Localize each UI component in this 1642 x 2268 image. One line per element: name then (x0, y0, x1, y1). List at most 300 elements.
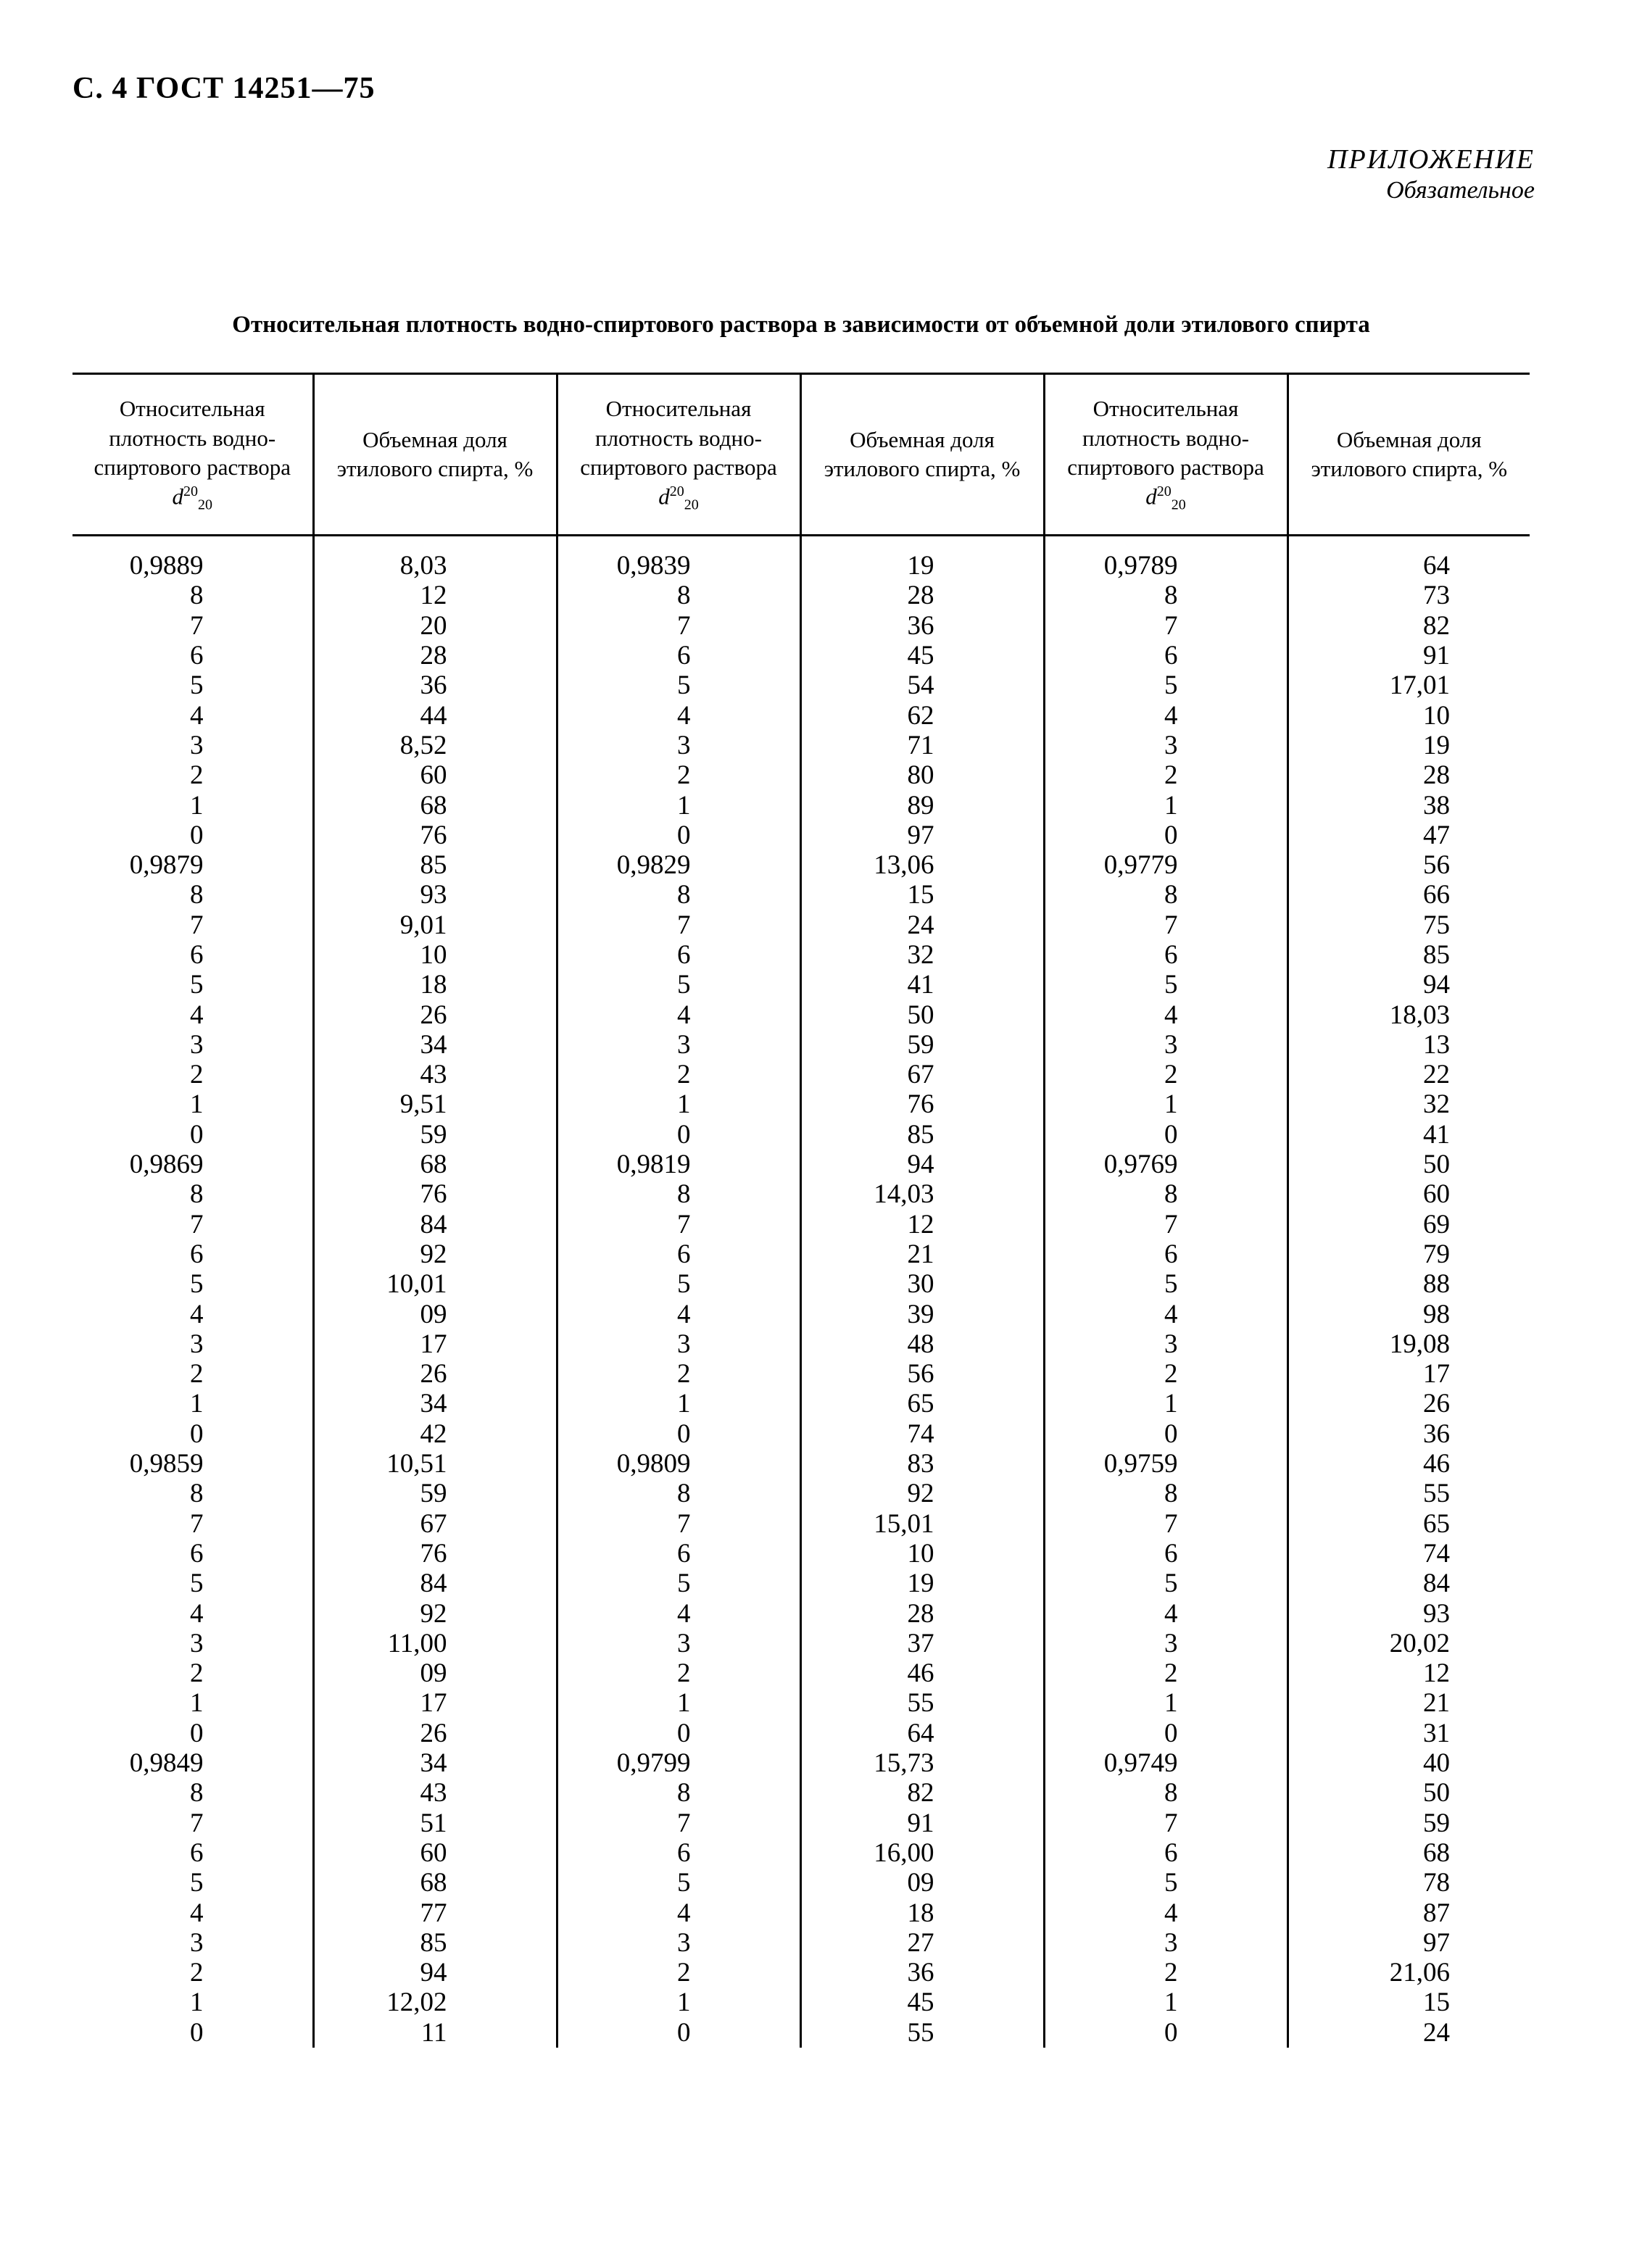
density-cell: 2 (557, 1060, 800, 1089)
density-cell: 7 (557, 1808, 800, 1837)
density-cell: 8 (190, 1179, 204, 1210)
volume-cell: 65 (1288, 1509, 1530, 1539)
volume-cell: 16,00 (800, 1838, 1044, 1868)
density-cell: 4 (190, 1898, 204, 1928)
density-cell: 8 (557, 1179, 800, 1209)
density-cell: 2 (557, 1658, 800, 1688)
density-cell: 3 (557, 731, 800, 760)
density-cell: 1 (190, 1089, 204, 1120)
density-cell: 6 (1044, 641, 1288, 670)
volume-cell: 62 (800, 700, 1044, 730)
volume-cell: 13 (1288, 1030, 1530, 1060)
density-cell: 4 (1044, 700, 1288, 730)
density-cell: 6 (190, 1837, 204, 1868)
volume-cell: 37 (800, 1629, 1044, 1658)
density-cell: 5 (1044, 1269, 1288, 1299)
volume-cell: 55 (1288, 1479, 1530, 1508)
volume-cell: 10,51 (313, 1449, 557, 1479)
volume-cell: 15 (800, 880, 1044, 910)
volume-cell: 21 (1288, 1688, 1530, 1718)
density-cell: 8 (1044, 1479, 1288, 1508)
volume-cell: 26 (313, 1719, 557, 1748)
volume-cell: 51 (313, 1808, 557, 1837)
volume-cell: 50 (1288, 1150, 1530, 1179)
table-row (72, 2018, 1530, 2048)
volume-cell: 9,51 (313, 1089, 557, 1119)
density-cell: 8 (1044, 880, 1288, 910)
table-row (72, 1658, 1530, 1688)
density-cell: 2 (190, 760, 204, 791)
density-cell: 0,9789 (1044, 536, 1288, 581)
table-row (72, 940, 1530, 970)
volume-cell: 19 (800, 536, 1044, 581)
volume-cell: 17 (313, 1329, 557, 1359)
volume-cell: 93 (313, 880, 557, 910)
volume-cell: 73 (1288, 581, 1530, 610)
volume-cell: 09 (313, 1658, 557, 1688)
density-cell: 0 (190, 1418, 204, 1449)
density-symbol-sub: 20 (684, 497, 699, 513)
volume-cell: 36 (800, 611, 1044, 641)
volume-cell: 83 (800, 1449, 1044, 1479)
volume-cell: 93 (1288, 1598, 1530, 1628)
volume-cell: 10 (1288, 700, 1530, 730)
volume-cell: 18,03 (1288, 1000, 1530, 1029)
density-cell: 2 (557, 760, 800, 790)
table-row (72, 1359, 1530, 1389)
volume-cell: 8,03 (313, 536, 557, 581)
density-cell: 8 (1044, 1179, 1288, 1209)
density-cell: 0 (557, 2018, 800, 2048)
volume-cell: 97 (800, 821, 1044, 850)
table-row (72, 700, 1530, 730)
density-cell: 0,9889 (129, 551, 204, 581)
density-cell: 7 (1044, 910, 1288, 940)
volume-cell: 28 (313, 641, 557, 670)
density-cell: 4 (557, 1000, 800, 1029)
density-cell: 0 (1044, 2018, 1288, 2048)
density-cell: 0,9779 (1044, 850, 1288, 880)
table-row (72, 1928, 1530, 1958)
table-row (72, 1808, 1530, 1837)
table-row (72, 1569, 1530, 1598)
volume-cell: 20 (313, 611, 557, 641)
density-cell: 5 (1044, 1868, 1288, 1898)
volume-cell: 59 (800, 1030, 1044, 1060)
volume-cell: 82 (1288, 611, 1530, 641)
density-column-header (72, 374, 313, 536)
volume-cell: 85 (1288, 940, 1530, 970)
density-cell: 6 (1044, 940, 1288, 970)
density-cell: 1 (557, 1089, 800, 1119)
volume-cell: 32 (1288, 1089, 1530, 1119)
density-cell: 0,9869 (129, 1150, 204, 1180)
density-cell: 0,9829 (557, 850, 800, 880)
density-cell: 1 (557, 1987, 800, 2017)
volume-cell: 76 (313, 821, 557, 850)
density-cell: 2 (1044, 1359, 1288, 1389)
density-cell: 0 (557, 1419, 800, 1449)
volume-cell: 15,01 (800, 1509, 1044, 1539)
density-cell: 4 (1044, 1598, 1288, 1628)
volume-cell: 30 (800, 1269, 1044, 1299)
volume-cell: 8,52 (313, 731, 557, 760)
volume-cell: 12 (313, 581, 557, 610)
density-cell: 4 (557, 1898, 800, 1927)
volume-cell: 13,06 (800, 850, 1044, 880)
density-cell: 7 (190, 1508, 204, 1539)
table-row (72, 1778, 1530, 1808)
density-cell: 0 (190, 1718, 204, 1748)
volume-cell: 12 (800, 1210, 1044, 1239)
volume-cell: 44 (313, 700, 557, 730)
density-cell: 6 (190, 1239, 204, 1269)
volume-cell: 59 (1288, 1808, 1530, 1837)
density-cell: 8 (190, 1479, 204, 1509)
density-cell: 0,9859 (129, 1449, 204, 1479)
volume-cell: 46 (1288, 1449, 1530, 1479)
volume-cell: 26 (313, 1000, 557, 1029)
density-cell: 4 (1044, 1299, 1288, 1329)
volume-cell: 69 (1288, 1210, 1530, 1239)
density-cell: 1 (557, 790, 800, 820)
density-symbol-sup: 20 (669, 483, 684, 500)
table-row (72, 1719, 1530, 1748)
density-cell: 2 (1044, 1658, 1288, 1688)
volume-cell: 76 (800, 1089, 1044, 1119)
table-row (72, 1389, 1530, 1418)
volume-cell: 39 (800, 1299, 1044, 1329)
density-cell: 5 (557, 1269, 800, 1299)
density-cell: 5 (1044, 970, 1288, 1000)
density-cell: 5 (557, 1569, 800, 1598)
volume-cell: 43 (313, 1060, 557, 1089)
volume-cell: 94 (1288, 970, 1530, 1000)
density-cell: 4 (557, 1598, 800, 1628)
density-cell: 3 (1044, 1629, 1288, 1658)
volume-cell: 56 (1288, 850, 1530, 880)
density-cell: 8 (1044, 1778, 1288, 1808)
volume-cell: 18 (800, 1898, 1044, 1927)
volume-cell: 27 (800, 1928, 1044, 1958)
density-cell: 7 (557, 611, 800, 641)
volume-cell: 19 (1288, 731, 1530, 760)
volume-cell: 28 (1288, 760, 1530, 790)
volume-cell: 82 (800, 1778, 1044, 1808)
density-table (72, 373, 1530, 2048)
density-cell: 2 (190, 1359, 204, 1390)
volume-cell: 43 (313, 1778, 557, 1808)
table-row (72, 581, 1530, 610)
density-cell: 1 (190, 790, 204, 821)
density-cell: 7 (557, 1210, 800, 1239)
volume-cell: 78 (1288, 1868, 1530, 1898)
density-cell: 1 (1044, 1987, 1288, 2017)
density-cell: 8 (190, 1778, 204, 1808)
density-cell: 0,9819 (557, 1150, 800, 1179)
volume-cell: 55 (800, 1688, 1044, 1718)
table-row (72, 760, 1530, 790)
volume-cell: 68 (313, 1150, 557, 1179)
volume-cell: 45 (800, 1987, 1044, 2017)
density-cell: 1 (190, 1987, 204, 2018)
density-cell: 1 (1044, 1089, 1288, 1119)
density-column-header (1044, 374, 1288, 536)
density-cell: 0,9809 (557, 1449, 800, 1479)
table-row (72, 821, 1530, 850)
density-cell: 2 (557, 1359, 800, 1389)
density-cell: 2 (190, 1958, 204, 1988)
density-cell: 5 (190, 970, 204, 1000)
table-row (72, 1120, 1530, 1150)
density-cell: 0 (190, 820, 204, 850)
volume-cell: 12 (1288, 1658, 1530, 1688)
density-cell: 3 (190, 1927, 204, 1958)
volume-cell: 42 (313, 1419, 557, 1449)
volume-cell: 97 (1288, 1928, 1530, 1958)
volume-cell: 15,73 (800, 1748, 1044, 1778)
density-header-text: Относительная плотность водно-спиртового раствора (580, 396, 777, 480)
density-cell: 3 (190, 1329, 204, 1359)
density-cell: 7 (557, 1509, 800, 1539)
density-cell: 6 (1044, 1239, 1288, 1269)
density-column-header (557, 374, 800, 536)
table-row (72, 1479, 1530, 1508)
density-cell: 4 (557, 700, 800, 730)
volume-cell: 89 (800, 790, 1044, 820)
density-cell: 1 (557, 1389, 800, 1418)
table-row (72, 1299, 1530, 1329)
table-row (72, 1179, 1530, 1209)
volume-cell: 47 (1288, 821, 1530, 850)
density-cell: 0 (190, 1119, 204, 1150)
density-cell: 2 (1044, 1958, 1288, 1987)
volume-cell: 11 (313, 2018, 557, 2048)
volume-cell: 65 (800, 1389, 1044, 1418)
volume-cell: 84 (1288, 1569, 1530, 1598)
density-cell: 7 (1044, 1509, 1288, 1539)
density-cell: 0 (557, 1719, 800, 1748)
volume-cell: 10 (800, 1539, 1044, 1569)
density-cell: 3 (557, 1030, 800, 1060)
volume-cell: 46 (800, 1658, 1044, 1688)
volume-cell: 34 (313, 1389, 557, 1418)
density-cell: 3 (557, 1928, 800, 1958)
volume-cell: 60 (313, 760, 557, 790)
density-cell: 0 (190, 2017, 204, 2048)
table-row (72, 1748, 1530, 1778)
volume-cell: 21 (800, 1239, 1044, 1269)
volume-cell: 09 (313, 1299, 557, 1329)
density-cell: 7 (190, 1808, 204, 1838)
density-symbol: d (658, 483, 670, 510)
volume-cell: 41 (1288, 1120, 1530, 1150)
volume-cell: 64 (800, 1719, 1044, 1748)
volume-cell: 28 (800, 1598, 1044, 1628)
table-row (72, 1509, 1530, 1539)
page-header: С. 4 ГОСТ 14251—75 (72, 72, 376, 105)
volume-cell: 67 (800, 1060, 1044, 1089)
table-row (72, 1898, 1530, 1927)
table-row (72, 1868, 1530, 1898)
density-cell: 2 (190, 1658, 204, 1689)
table-row (72, 1598, 1530, 1628)
density-cell: 7 (557, 910, 800, 940)
density-cell: 6 (1044, 1838, 1288, 1868)
volume-cell: 24 (1288, 2018, 1530, 2048)
density-cell: 1 (1044, 790, 1288, 820)
volume-cell: 41 (800, 970, 1044, 1000)
density-cell: 8 (190, 581, 204, 611)
table-row (72, 1269, 1530, 1299)
volume-cell: 17 (313, 1688, 557, 1718)
table-row (72, 1419, 1530, 1449)
density-cell: 0 (1044, 1419, 1288, 1449)
table-row (72, 670, 1530, 700)
table-row (72, 790, 1530, 820)
volume-cell: 59 (313, 1120, 557, 1150)
table-header-row (72, 374, 1530, 536)
volume-cell: 34 (313, 1030, 557, 1060)
density-cell: 8 (557, 1778, 800, 1808)
density-cell: 4 (557, 1299, 800, 1329)
volume-cell: 48 (800, 1329, 1044, 1359)
volume-cell: 17 (1288, 1359, 1530, 1389)
volume-cell: 24 (800, 910, 1044, 940)
volume-cell: 67 (313, 1509, 557, 1539)
density-cell: 4 (1044, 1000, 1288, 1029)
density-cell: 1 (1044, 1389, 1288, 1418)
volume-cell: 77 (313, 1898, 557, 1927)
volume-cell: 9,01 (313, 910, 557, 940)
density-cell: 8 (557, 1479, 800, 1508)
volume-cell: 26 (313, 1359, 557, 1389)
density-cell: 0,9759 (1044, 1449, 1288, 1479)
volume-cell: 92 (313, 1239, 557, 1269)
density-cell: 4 (190, 700, 204, 731)
density-cell: 7 (190, 1209, 204, 1239)
volume-cell: 94 (313, 1958, 557, 1987)
volume-cell: 31 (1288, 1719, 1530, 1748)
density-cell: 7 (1044, 611, 1288, 641)
volume-cell: 32 (800, 940, 1044, 970)
table-row (72, 1329, 1530, 1359)
density-cell: 5 (557, 970, 800, 1000)
density-cell: 3 (557, 1629, 800, 1658)
density-cell: 5 (1044, 670, 1288, 700)
table-row (72, 910, 1530, 940)
table-row (72, 1987, 1530, 2017)
volume-cell: 74 (800, 1419, 1044, 1449)
density-cell: 5 (190, 1569, 204, 1599)
volume-cell: 94 (800, 1150, 1044, 1179)
density-cell: 8 (1044, 581, 1288, 610)
volume-cell: 19,08 (1288, 1329, 1530, 1359)
volume-cell: 87 (1288, 1898, 1530, 1927)
density-cell: 1 (190, 1389, 204, 1419)
volume-column-header: Объемная доля этилового спирта, % (313, 374, 557, 536)
volume-cell: 14,03 (800, 1179, 1044, 1209)
density-cell: 4 (190, 1299, 204, 1329)
density-cell: 0 (557, 1120, 800, 1150)
density-cell: 7 (1044, 1210, 1288, 1239)
density-cell: 7 (190, 910, 204, 940)
table-row (72, 850, 1530, 880)
density-cell: 0,9769 (1044, 1150, 1288, 1179)
density-cell: 0,9879 (129, 850, 204, 881)
table-title: Относительная плотность водно-спиртового раствора в зависимости от объемной доли этилового спирта (232, 312, 1370, 338)
table-row (72, 536, 1530, 581)
table-row (72, 970, 1530, 1000)
volume-cell: 28 (800, 581, 1044, 610)
volume-cell: 85 (313, 850, 557, 880)
density-cell: 8 (190, 880, 204, 910)
volume-column-header: Объемная доля этилового спирта, % (1288, 374, 1530, 536)
density-cell: 7 (190, 610, 204, 641)
density-cell: 3 (1044, 1030, 1288, 1060)
density-cell: 0 (1044, 1719, 1288, 1748)
table-row (72, 1089, 1530, 1119)
volume-cell: 84 (313, 1569, 557, 1598)
volume-cell: 66 (1288, 880, 1530, 910)
volume-cell: 26 (1288, 1389, 1530, 1418)
table-row (72, 1030, 1530, 1060)
density-cell: 3 (1044, 731, 1288, 760)
density-cell: 0,9749 (1044, 1748, 1288, 1778)
density-cell: 0 (557, 821, 800, 850)
volume-cell: 17,01 (1288, 670, 1530, 700)
density-cell: 6 (557, 1838, 800, 1868)
volume-cell: 74 (1288, 1539, 1530, 1569)
volume-cell: 10,01 (313, 1269, 557, 1299)
volume-cell: 91 (1288, 641, 1530, 670)
density-cell: 6 (190, 940, 204, 970)
appendix-title: ПРИЛОЖЕНИЕ (1327, 144, 1535, 175)
density-symbol-sub: 20 (198, 497, 212, 513)
volume-cell: 50 (1288, 1778, 1530, 1808)
density-cell: 2 (1044, 1060, 1288, 1089)
volume-cell: 54 (800, 670, 1044, 700)
table-row (72, 611, 1530, 641)
density-cell: 6 (557, 1539, 800, 1569)
volume-cell: 91 (800, 1808, 1044, 1837)
table-row (72, 1000, 1530, 1029)
density-cell: 1 (190, 1688, 204, 1719)
table-row (72, 1838, 1530, 1868)
volume-cell: 15 (1288, 1987, 1530, 2017)
volume-cell: 79 (1288, 1239, 1530, 1269)
density-cell: 3 (190, 1628, 204, 1658)
volume-cell: 92 (313, 1598, 557, 1628)
table-body (72, 536, 1530, 2048)
density-cell: 0 (1044, 821, 1288, 850)
density-cell: 6 (1044, 1539, 1288, 1569)
volume-cell: 98 (1288, 1299, 1530, 1329)
density-cell: 5 (190, 1269, 204, 1300)
density-cell: 4 (1044, 1898, 1288, 1927)
volume-cell: 18 (313, 970, 557, 1000)
table-row (72, 1449, 1530, 1479)
volume-cell: 64 (1288, 536, 1530, 581)
density-cell: 3 (190, 1029, 204, 1060)
volume-cell: 68 (313, 790, 557, 820)
density-symbol-sup: 20 (183, 483, 198, 500)
volume-cell: 68 (313, 1868, 557, 1898)
volume-cell: 12,02 (313, 1987, 557, 2017)
density-symbol-sup: 20 (1156, 483, 1172, 500)
volume-cell: 88 (1288, 1269, 1530, 1299)
volume-cell: 10 (313, 940, 557, 970)
